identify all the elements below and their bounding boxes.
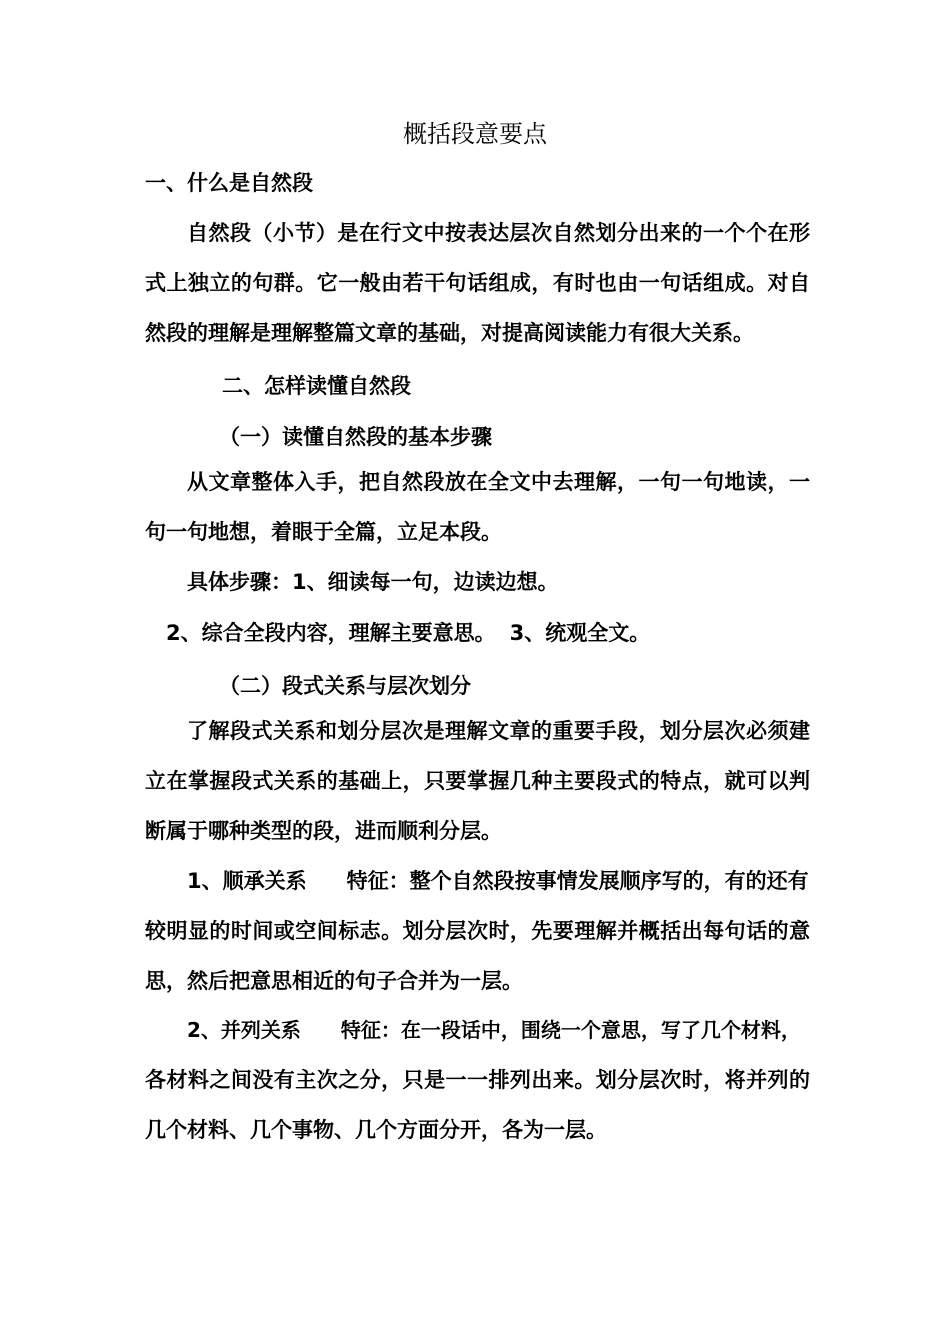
paragraph-line: 从文章整体入手，把自然段放在全文中去理解，一句一句地读，一 xyxy=(187,470,810,494)
heading-what-is-paragraph: 一、什么是自然段 xyxy=(145,171,313,195)
sequential-relation-label: 1、顺承关系 xyxy=(187,869,307,893)
document-title: 概括段意要点 xyxy=(403,120,547,148)
paragraph-line: 了解段式关系和划分层次是理解文章的重要手段，划分层次必须建 xyxy=(187,719,810,743)
sequential-relation-feature: 特征：整个自然段按事情发展顺序写的，有的还有 xyxy=(346,869,809,893)
heading-how-to-read: 二、怎样读懂自然段 xyxy=(222,374,411,398)
paragraph-line: 然段的理解是理解整篇文章的基础，对提高阅读能力有很大关系。 xyxy=(145,321,754,345)
paragraph-line: 各材料之间没有主次之分，只是一一排列出来。划分层次时，将并列的 xyxy=(145,1068,810,1092)
paragraph-line: 立在掌握段式关系的基础上，只要掌握几种主要段式的特点，就可以判 xyxy=(145,769,810,793)
paragraph-line: 几个材料、几个事物、几个方面分开，各为一层。 xyxy=(145,1118,607,1142)
paragraph-line: 较明显的时间或空间标志。划分层次时，先要理解并概括出每句话的意 xyxy=(145,919,810,943)
parallel-relation-label: 2、并列关系 xyxy=(187,1018,301,1042)
step-three: 3、统观全文。 xyxy=(509,621,651,645)
paragraph-line: 自然段（小节）是在行文中按表达层次自然划分出来的一个个在形 xyxy=(187,221,810,245)
paragraph-line: 句一句地想，着眼于全篇，立足本段。 xyxy=(145,520,502,544)
parallel-relation-line xyxy=(187,1015,810,1045)
subheading-basic-steps: （一）读懂自然段的基本步骤 xyxy=(219,425,492,449)
paragraph-line: 断属于哪种类型的段，进而顺利分层。 xyxy=(145,819,502,843)
steps-line: 具体步骤：1、细读每一句，边读边想。 xyxy=(187,570,559,594)
sequential-relation-line xyxy=(187,866,810,896)
steps-line xyxy=(166,618,650,648)
paragraph-line: 式上独立的句群。它一般由若干句话组成，有时也由一句话组成。对自 xyxy=(145,271,810,295)
parallel-relation-feature: 特征：在一段话中，围绕一个意思，写了几个材料， xyxy=(340,1018,801,1042)
subheading-paragraph-structure: （二）段式关系与层次划分 xyxy=(219,674,471,698)
step-two: 2、综合全段内容，理解主要意思。 xyxy=(166,621,496,645)
paragraph-line: 思，然后把意思相近的句子合并为一层。 xyxy=(145,969,523,993)
